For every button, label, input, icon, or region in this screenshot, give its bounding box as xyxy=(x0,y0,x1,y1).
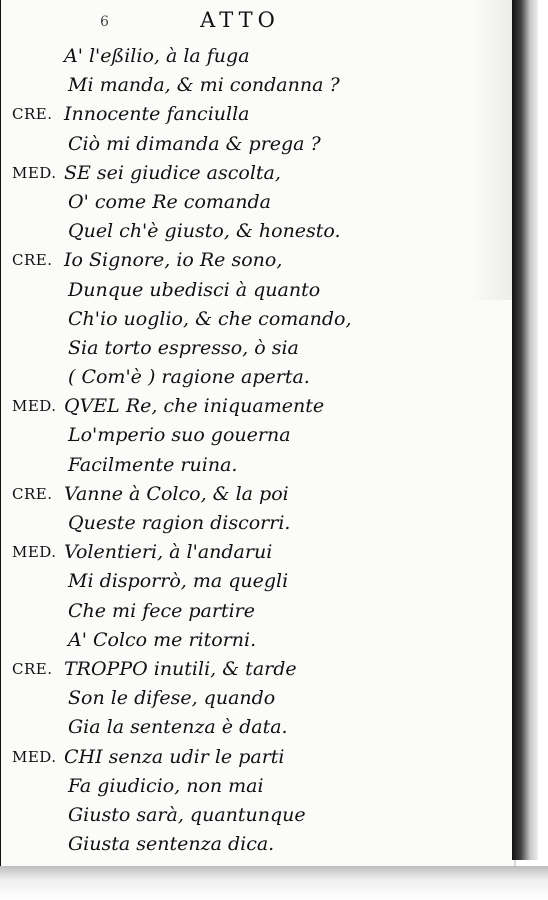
verse-line xyxy=(0,684,500,713)
verse-line xyxy=(0,334,500,363)
verse-line xyxy=(0,713,500,742)
verse-text-line: Ch'io uoglio, & che comando, xyxy=(68,307,352,330)
verse-text-line: Sia torto espresso, ò sia xyxy=(68,336,299,359)
verse-text-line: Fa giudicio, non mai xyxy=(68,774,264,797)
verse-line xyxy=(0,363,500,392)
speaker-label: MED. xyxy=(12,543,57,562)
verse-line xyxy=(0,217,500,246)
verse-line xyxy=(0,597,500,626)
verse-line xyxy=(0,567,500,596)
verse-text-line: Gia la sentenza è data. xyxy=(68,716,288,739)
verse-text-line: Volentieri, à l'andarui xyxy=(64,541,273,564)
speaker-label: MED. xyxy=(12,397,57,416)
verse-line xyxy=(0,655,500,684)
verse-line xyxy=(0,421,500,450)
verse-text-line: Queste ragion discorri. xyxy=(68,512,291,534)
verse-text-line: Vanne à Colco, & la poi xyxy=(64,482,289,505)
verse-line xyxy=(0,538,500,567)
verse-text-line: Ciò mi dimanda & prega ? xyxy=(68,132,321,155)
verse-text-line: Giusto sarà, quantunque xyxy=(68,803,306,826)
verse-line xyxy=(0,305,500,334)
verse-line xyxy=(0,130,500,159)
verse-line xyxy=(0,743,500,772)
verse-text-line: SE sei giudice ascolta, xyxy=(64,161,281,184)
verse-text-line: ( Com'è ) ragione aperta. xyxy=(68,366,310,389)
folio-number: 6 xyxy=(100,14,109,30)
speaker-label: CRE. xyxy=(12,251,53,270)
verse-text-line: Mi disporrò, ma quegli xyxy=(68,570,289,593)
speaker-label: CRE. xyxy=(12,659,53,678)
running-header: ATTO xyxy=(200,8,280,32)
verse-line xyxy=(0,159,500,188)
verse-line xyxy=(0,100,500,129)
speaker-label: CRE. xyxy=(12,105,53,124)
speaker-label: MED. xyxy=(12,163,57,182)
verse-text-line: Lo'mperio suo gouerna xyxy=(68,424,291,447)
verse-text-line: O' come Re comanda xyxy=(68,190,271,213)
verse-line xyxy=(0,830,500,859)
verse-line xyxy=(0,801,500,830)
verse-line xyxy=(0,246,500,275)
verse-line xyxy=(0,276,500,305)
verse-line xyxy=(0,451,500,480)
verse-text-line: Che mi fece partire xyxy=(68,599,256,622)
speaker-label: MED. xyxy=(12,747,57,766)
verse-text-line: TROPPO inutili, & tarde xyxy=(64,657,297,680)
verse-line xyxy=(0,392,500,421)
verse-line xyxy=(0,509,500,538)
verse-text-line: Quel ch'è giusto, & honesto. xyxy=(68,220,341,243)
verse-text-line: Innocente fanciulla xyxy=(64,103,250,126)
verse-line xyxy=(0,188,500,217)
verse-text-line: Mi manda, & mi condanna ? xyxy=(68,74,340,97)
page-edge-right xyxy=(512,0,538,860)
verse-text-line: Son le difese, quando xyxy=(68,687,276,710)
verse-text-line: A' Colco me ritorni. xyxy=(68,628,257,651)
verse-text-line: Giusta sentenza dica. xyxy=(68,833,275,856)
verse-text-line: A' l'eßilio, à la fuga xyxy=(64,45,250,67)
verse-text-line: Dunque ubedisci à quanto xyxy=(68,278,321,301)
verse-text-line: Facilmente ruina. xyxy=(68,453,238,476)
verse-line xyxy=(0,480,500,509)
verse-line xyxy=(0,772,500,801)
verse-text-line: Io Signore, io Re sono, xyxy=(64,249,283,272)
verse-text-line: CHI senza udir le parti xyxy=(64,745,285,768)
verse-text xyxy=(0,42,500,859)
page-edge-bottom xyxy=(0,866,548,900)
verse-line xyxy=(0,626,500,655)
verse-line xyxy=(0,42,500,71)
verse-text-line: QVEL Re, che iniquamente xyxy=(64,395,325,418)
verse-line xyxy=(0,71,500,100)
speaker-label: CRE. xyxy=(12,484,53,503)
